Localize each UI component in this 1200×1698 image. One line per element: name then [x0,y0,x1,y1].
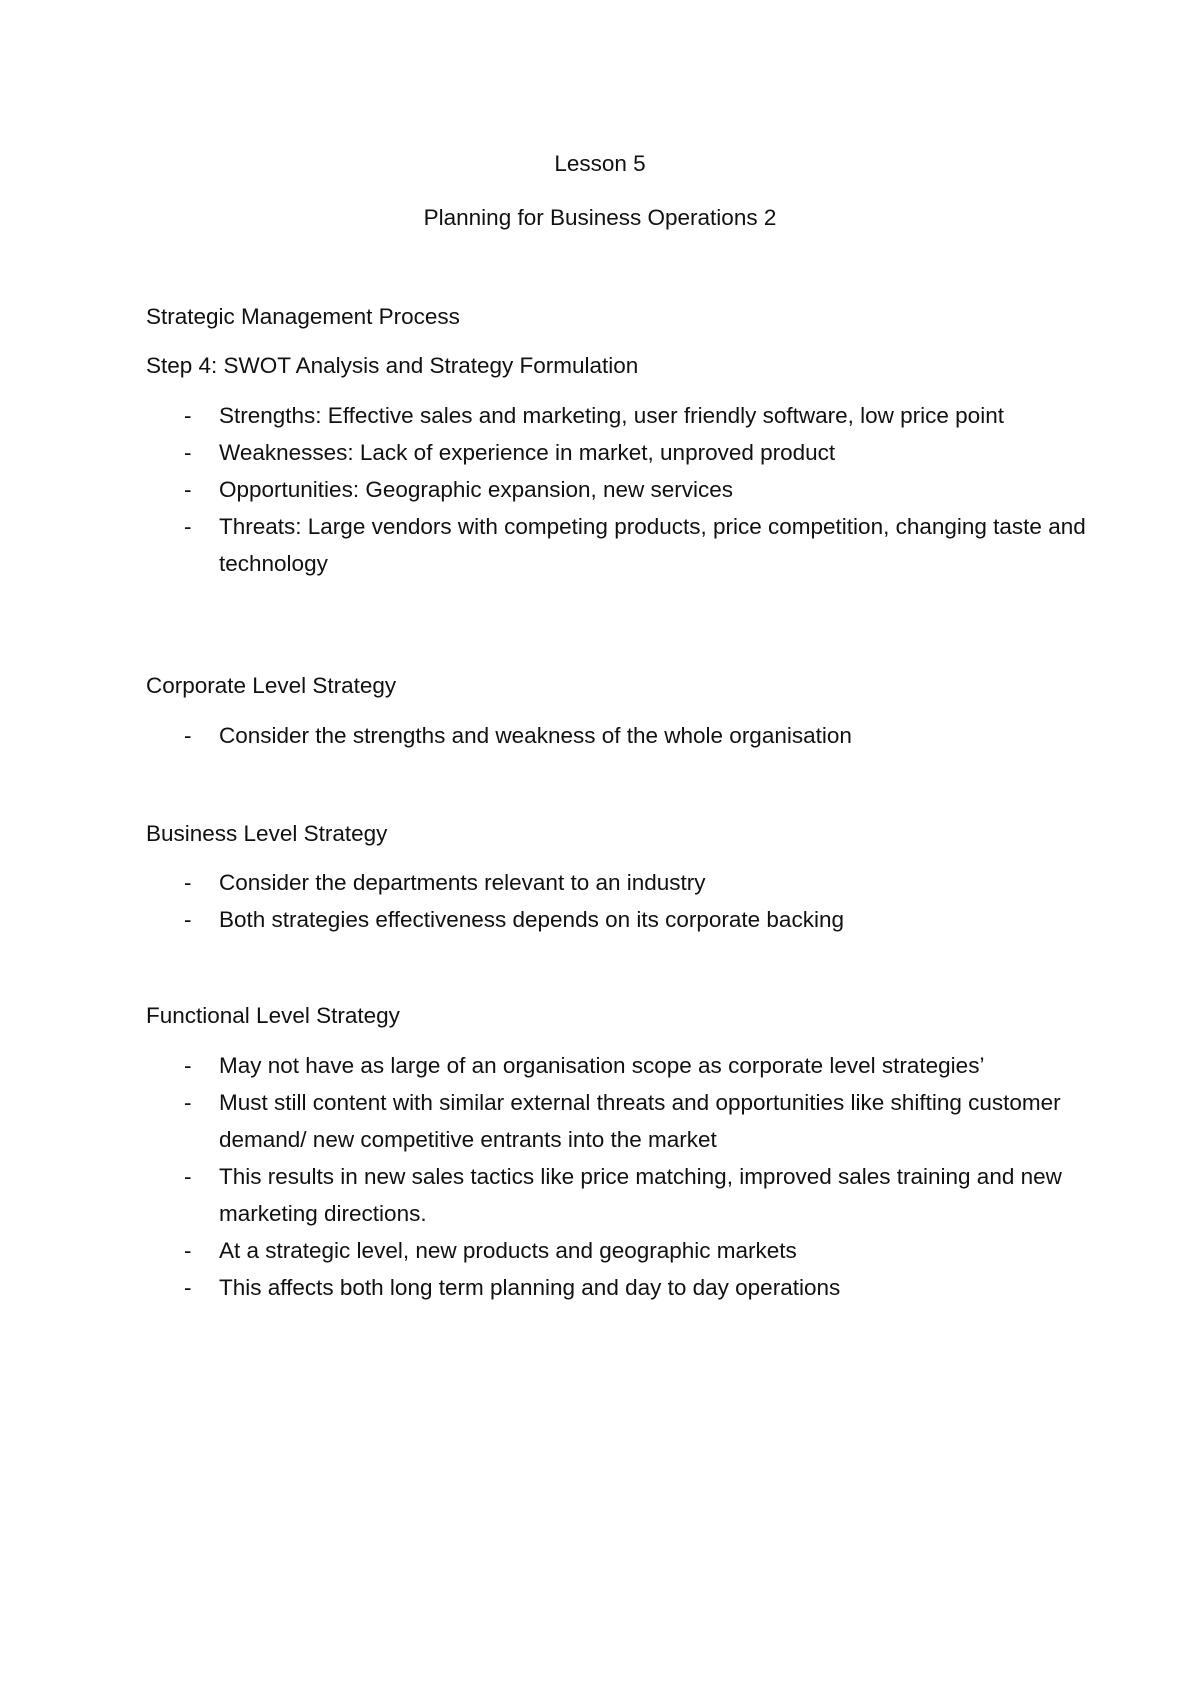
list-item: - Weaknesses: Lack of experience in market, unproved product [146,434,1096,471]
bullet-marker: - [184,1238,192,1263]
list-item: - May not have as large of an organisation scope as corporate level strategies’ [146,1047,1096,1084]
list-item: - Consider the strengths and weakness of the whole organisation [146,717,1096,754]
list-item: - Threats: Large vendors with competing products, price competition, changing taste and technology [146,508,1096,582]
section-heading-strategic-management-process: Strategic Management Process [146,304,460,329]
section-heading-corporate-level: Corporate Level Strategy [146,673,397,698]
bullet-marker: - [184,907,192,932]
list-item: - Both strategies effectiveness depends on its corporate backing [146,901,1096,938]
corporate-bullet-list [146,717,1096,754]
bullet-marker: - [184,514,192,539]
swot-bullet-list [146,397,1096,582]
bullet-marker: - [184,1275,192,1300]
bullet-marker: - [184,440,192,465]
list-item: - Consider the departments relevant to an industry [146,864,1096,901]
functional-bullet-list [146,1047,1096,1306]
bullet-marker: - [184,403,192,428]
section-heading-swot: Step 4: SWOT Analysis and Strategy Formulation [146,353,639,378]
business-bullet-list [146,864,1096,938]
bullet-marker: - [184,870,192,895]
section-heading-business-level: Business Level Strategy [146,821,388,846]
bullet-marker: - [184,723,192,748]
section-heading-functional-level: Functional Level Strategy [146,1003,400,1028]
list-item: - At a strategic level, new products and geographic markets [146,1232,1096,1269]
document-title: Lesson 5 [554,151,646,176]
list-item: - Opportunities: Geographic expansion, new services [146,471,1096,508]
bullet-marker: - [184,1053,192,1078]
bullet-marker: - [184,1090,192,1115]
list-item: - This results in new sales tactics like price matching, improved sales training and new marketing directions. [146,1158,1096,1232]
document-subtitle: Planning for Business Operations 2 [423,205,777,230]
bullet-marker: - [184,1164,192,1189]
list-item: - Must still content with similar external threats and opportunities like shifting customer demand/ new competitive entrants into the market [146,1084,1096,1158]
bullet-marker: - [184,477,192,502]
list-item: - Strengths: Effective sales and marketing, user friendly software, low price point [146,397,1096,434]
list-item: - This affects both long term planning and day to day operations [146,1269,1096,1306]
